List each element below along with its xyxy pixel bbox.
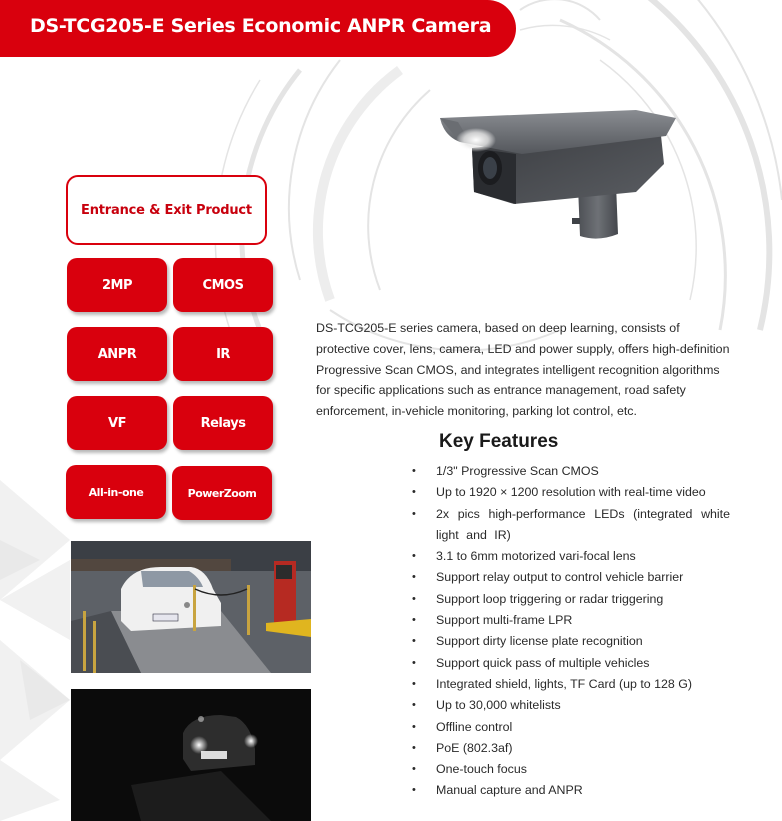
tag-ir <box>173 327 273 381</box>
product-camera-image <box>436 96 676 246</box>
tag-anpr <box>67 327 167 381</box>
title-banner <box>0 0 516 57</box>
product-description: DS-TCG205-E series camera, based on deep learning, consists of protective cover, lens, camera, LED and power supply, offers high-definition Progressive Scan CMOS, and integrates intelligent recognition algorithms for specific applications such as entrance management, road safety enforcement, in-vehicle monitoring, parking lot control, etc. <box>316 321 730 419</box>
bullet-icon: • <box>412 699 416 712</box>
feature-item: • Manual capture and ANPR <box>410 780 730 801</box>
tag-2mp <box>67 258 167 312</box>
tag-label: PowerZoom <box>187 486 257 500</box>
bullet-icon: • <box>412 720 416 733</box>
bullet-icon: • <box>412 592 416 605</box>
bullet-icon: • <box>412 550 416 563</box>
feature-item: • Integrated shield, lights, TF Card (up to 128 G) <box>410 674 730 695</box>
feature-item: • 3.1 to 6mm motorized vari-focal lens <box>410 546 730 567</box>
key-features-heading: Key Features <box>439 431 559 452</box>
bullet-icon: • <box>412 486 416 499</box>
tag-relays <box>173 396 273 450</box>
feature-item: • Up to 30,000 whitelists <box>410 695 730 716</box>
feature-item: • Support dirty license plate recognition <box>410 631 730 652</box>
bullet-icon: • <box>412 614 416 627</box>
tag-vf <box>67 396 167 450</box>
tag-cmos <box>173 258 273 312</box>
tag-label: IR <box>216 346 230 362</box>
tag-all-in-one <box>66 465 166 519</box>
bullet-icon: • <box>412 635 416 648</box>
bullet-icon: • <box>412 784 416 797</box>
key-features-list <box>410 461 730 802</box>
tag-label: 2MP <box>101 277 132 293</box>
tag-label: VF <box>108 415 126 431</box>
bullet-icon: • <box>412 465 416 477</box>
feature-item: • Support quick pass of multiple vehicles <box>410 653 730 674</box>
bullet-icon: • <box>412 677 416 690</box>
tag-label: ANPR <box>97 346 137 362</box>
feature-item: • Up to 1920 × 1200 resolution with real-time video <box>410 482 730 503</box>
category-badge <box>66 175 267 245</box>
feature-item: • Support relay output to control vehicle barrier <box>410 567 730 588</box>
tag-label: CMOS <box>202 277 244 293</box>
feature-item: • 1/3" Progressive Scan CMOS <box>410 461 730 482</box>
nighttime-entrance-photo <box>71 689 311 821</box>
tag-powerzoom <box>172 466 272 520</box>
tag-label: Relays <box>200 415 246 431</box>
category-label: Entrance & Exit Product <box>81 202 252 218</box>
tag-label: All-in-one <box>88 485 144 499</box>
page-title: DS-TCG205-E Series Economic ANPR Camera <box>30 15 492 37</box>
feature-item: • Offline control <box>410 717 730 738</box>
bullet-icon: • <box>412 507 416 520</box>
bullet-icon: • <box>412 741 416 754</box>
feature-item: • 2x pics high-performance LEDs (integrated white light and IR) <box>410 504 730 547</box>
feature-item: • One-touch focus <box>410 759 730 780</box>
feature-item: • Support multi-frame LPR <box>410 610 730 631</box>
daytime-entrance-photo <box>71 541 311 673</box>
bullet-icon: • <box>412 763 416 776</box>
feature-item: • PoE (802.3af) <box>410 738 730 759</box>
feature-item: • Support loop triggering or radar triggering <box>410 589 730 610</box>
bullet-icon: • <box>412 656 416 669</box>
bullet-icon: • <box>412 571 416 584</box>
